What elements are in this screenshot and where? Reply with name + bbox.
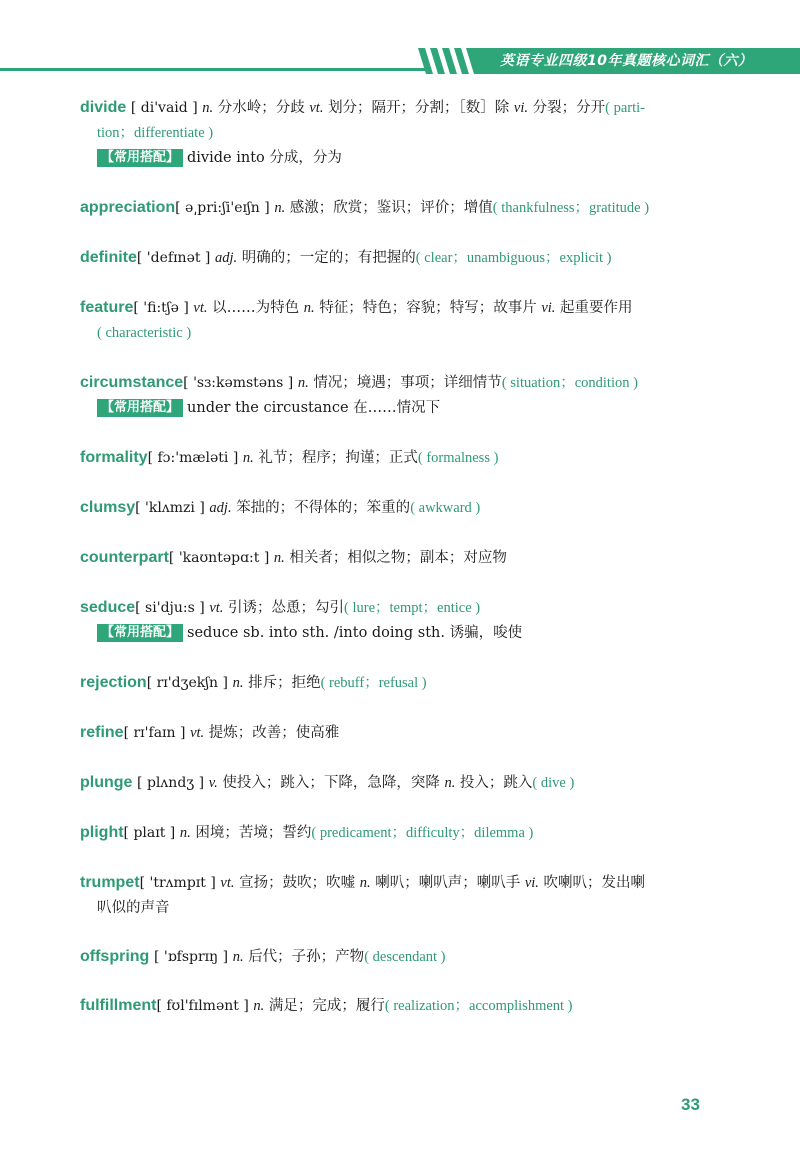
synonyms: ( thankfulness；gratitude )	[492, 200, 650, 216]
collocation: under the circustance 在……情况下	[187, 400, 441, 416]
synonyms: ( realization；accomplishment )	[384, 998, 573, 1014]
headword: divide	[80, 99, 127, 116]
definition: 后代；子孙；产物	[248, 949, 365, 965]
entry-counterpart	[80, 545, 720, 571]
phonetic: [ si'dju:s ]	[135, 600, 205, 616]
collocation-tag: 【常用搭配】	[97, 399, 183, 417]
part-of-speech: vt.	[309, 100, 324, 116]
headword: feature	[80, 299, 134, 316]
definition-continued: 叭似的声音	[97, 900, 170, 916]
phonetic: [ 'fi:tʃə ]	[133, 300, 189, 316]
synonyms: ( rebuff；refusal )	[320, 675, 427, 691]
phonetic: [ 'defɪnət ]	[136, 250, 211, 266]
collocation-tag: 【常用搭配】	[97, 149, 183, 167]
part-of-speech: n.	[359, 875, 371, 891]
headword: offspring	[80, 948, 150, 965]
header-stripes-decoration	[418, 48, 478, 74]
part-of-speech: n.	[202, 100, 214, 116]
part-of-speech: n.	[179, 825, 191, 841]
running-header	[0, 47, 800, 75]
entry-trumpet	[80, 870, 720, 921]
phonetic: [ rɪ'dʒekʃn ]	[146, 675, 228, 691]
part-of-speech: vi.	[513, 100, 529, 116]
headword: definite	[80, 249, 137, 266]
headword: clumsy	[80, 499, 136, 516]
phonetic: [ 'trʌmpɪt ]	[139, 875, 216, 891]
definition: 宣扬；鼓吹；吹嘘	[239, 875, 356, 891]
headword: counterpart	[80, 549, 169, 566]
phonetic: [ di'vaid ]	[130, 100, 198, 116]
part-of-speech: adj.	[209, 500, 232, 516]
header-title: 英语专业四级10年真题核心词汇（六）	[478, 48, 800, 74]
definition: 特征；特色；容貌；特写；故事片	[319, 300, 537, 316]
definition: 困境；苦境；誓约	[195, 825, 312, 841]
synonyms: ( lure；tempt；entice )	[344, 600, 481, 616]
synonyms-continued: tion；differentiate )	[97, 125, 214, 141]
phonetic: [ 'sɜ:kəmstəns ]	[183, 375, 294, 391]
entry-plight	[80, 820, 720, 846]
phonetic: [ 'klʌmzi ]	[135, 500, 205, 516]
part-of-speech: n.	[444, 775, 456, 791]
definition: 情况；境遇；事项；详细情节	[313, 375, 502, 391]
entry-offspring	[80, 944, 720, 970]
definition: 划分；隔开；分割；［数］除	[328, 100, 510, 116]
synonyms: ( predicament；difficulty；dilemma )	[311, 825, 534, 841]
definition: 吹喇叭；发出喇	[543, 875, 646, 891]
phonetic: [ plʌndʒ ]	[137, 775, 205, 791]
part-of-speech: n.	[232, 675, 244, 691]
entry-rejection	[80, 670, 720, 696]
definition: 明确的；一定的；有把握的	[241, 250, 416, 266]
phonetic: [ ə͵pri:ʃi'eɪʃn ]	[175, 200, 270, 216]
entry-definite	[80, 245, 720, 271]
part-of-speech: n.	[274, 200, 286, 216]
entry-formality	[80, 445, 720, 471]
synonyms: ( descendant )	[364, 949, 446, 965]
part-of-speech: vt.	[193, 300, 208, 316]
part-of-speech: n.	[253, 998, 265, 1014]
synonyms: ( formalness )	[417, 450, 499, 466]
definition: 提炼；改善；使高雅	[208, 725, 340, 741]
entry-clumsy	[80, 495, 720, 521]
headword: fulfillment	[80, 997, 157, 1014]
entry-circumstance	[80, 370, 720, 421]
headword: plunge	[80, 774, 133, 791]
part-of-speech: adj.	[215, 250, 238, 266]
definition: 以……为特色	[212, 300, 300, 316]
definition: 分水岭；分歧	[217, 100, 305, 116]
collocation: seduce sb. into sth. /into doing sth. 诱骗，唆使	[187, 625, 523, 641]
definition: 礼节；程序；拘谨；正式	[258, 450, 418, 466]
phonetic: [ plaɪt ]	[123, 825, 176, 841]
synonyms: ( parti-	[605, 100, 645, 116]
synonyms: ( awkward )	[410, 500, 481, 516]
part-of-speech: n.	[273, 550, 285, 566]
entry-plunge	[80, 770, 720, 796]
headword: plight	[80, 824, 124, 841]
part-of-speech: n.	[242, 450, 254, 466]
headword: trumpet	[80, 874, 140, 891]
definition: 投入；跳入	[459, 775, 533, 791]
headword: formality	[80, 449, 148, 466]
entry-refine	[80, 720, 720, 746]
phonetic: [ rɪ'faɪn ]	[123, 725, 186, 741]
part-of-speech: vi.	[541, 300, 556, 316]
headword: rejection	[80, 674, 147, 691]
definition: 排斥；拒绝	[248, 675, 321, 691]
part-of-speech: n.	[232, 949, 244, 965]
entry-seduce	[80, 595, 720, 646]
collocation: divide into 分成，分为	[187, 150, 342, 166]
definition: 分裂；分开	[532, 100, 606, 116]
part-of-speech: vt.	[209, 600, 224, 616]
phonetic: [ fʊl'fɪlmənt ]	[156, 998, 249, 1014]
page-number: 33	[681, 1095, 700, 1114]
synonyms: ( clear；unambiguous；explicit )	[415, 250, 612, 266]
definition: 喇叭；喇叭声；喇叭手	[375, 875, 521, 891]
part-of-speech: vi.	[524, 875, 539, 891]
headword: appreciation	[80, 199, 176, 216]
part-of-speech: n.	[303, 300, 315, 316]
phonetic: [ 'kaʊntəpɑ:t ]	[168, 550, 270, 566]
entry-feature	[80, 295, 720, 346]
entry-fulfillment	[80, 993, 720, 1019]
headword: seduce	[80, 599, 136, 616]
definition: 笨拙的；不得体的；笨重的	[236, 500, 411, 516]
synonyms: ( dive )	[532, 775, 575, 791]
collocation-tag: 【常用搭配】	[97, 624, 183, 642]
entry-divide	[80, 95, 720, 171]
part-of-speech: vt.	[220, 875, 235, 891]
header-rule	[0, 68, 430, 71]
definition: 满足；完成；履行	[268, 998, 385, 1014]
entry-appreciation	[80, 195, 720, 221]
definition: 使投入；跳入；下降，急降，突降	[222, 775, 440, 791]
headword: circumstance	[80, 374, 184, 391]
definition: 起重要作用	[560, 300, 633, 316]
definition: 相关者；相似之物；副本；对应物	[289, 550, 507, 566]
phonetic: [ 'ɒfsprɪŋ ]	[153, 949, 229, 965]
definition: 感激；欣赏；鉴识；评价；增值	[289, 200, 493, 216]
definition: 引诱；怂恿；勾引	[228, 600, 345, 616]
synonyms: ( situation；condition )	[501, 375, 638, 391]
part-of-speech: v.	[208, 775, 218, 791]
synonyms: ( characteristic )	[97, 325, 192, 341]
part-of-speech: n.	[297, 375, 309, 391]
phonetic: [ fɔ:'mæləti ]	[147, 450, 239, 466]
headword: refine	[80, 724, 124, 741]
part-of-speech: vt.	[190, 725, 205, 741]
